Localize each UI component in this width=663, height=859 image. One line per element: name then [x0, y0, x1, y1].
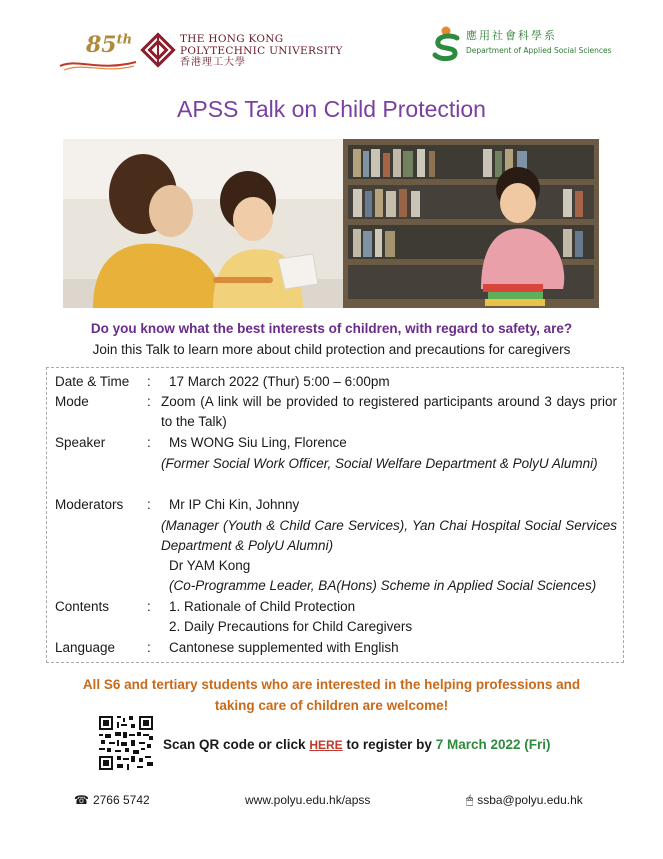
mouse-icon: 🖱 [466, 793, 474, 807]
phone-icon: ☎ [74, 793, 89, 807]
register-middle: to register by [342, 737, 436, 752]
moderator1-name: Mr IP Chi Kin, Johnny [169, 497, 300, 512]
speaker-name: Ms WONG Siu Ling, Florence [169, 435, 347, 450]
moderator2-title: (Co-Programme Leader, BA(Hons) Scheme in Applied Social Sciences) [169, 578, 597, 593]
register-line [163, 737, 550, 752]
swirl-ornament [58, 56, 138, 72]
speaker-label: Speaker [55, 435, 106, 450]
polyu-knot-icon [140, 32, 176, 68]
register-prefix: Scan QR code or click [163, 737, 310, 752]
colon: : [147, 640, 151, 655]
date-value: 17 March 2022 (Thur) 5:00 – 6:00pm [169, 374, 390, 389]
welcome-text [0, 674, 663, 716]
register-deadline: 7 March 2022 (Fri) [435, 737, 551, 752]
date-label: Date & Time [55, 374, 130, 389]
colon: : [147, 599, 151, 614]
footer-email[interactable] [466, 793, 583, 808]
speaker-title: (Former Social Work Officer, Social Welfare Department & PolyU Alumni) [161, 456, 598, 471]
intro-text: Join this Talk to learn more about child protection and precautions for caregivers [92, 342, 571, 357]
qr-code[interactable] [99, 716, 153, 770]
colon: : [147, 394, 151, 409]
moderator1-title: (Manager (Youth & Child Care Services), Yan Chai Hospital Social Services Department & PolyU Alumni) [161, 518, 617, 553]
dept-name-cn: 應用社會科學系 [466, 29, 557, 42]
contents-label: Contents [55, 599, 110, 614]
apss-logo [430, 22, 620, 66]
apss-s-icon [430, 24, 462, 62]
page-title: APSS Talk on Child Protection [177, 96, 486, 122]
language-label: Language [55, 640, 116, 655]
contents-item-2: 2. Daily Precautions for Child Caregivers [169, 619, 413, 634]
university-name: THE HONG KONG POLYTECHNIC UNIVERSITY 香港理工大學 [180, 33, 343, 68]
welcome-line-1: All S6 and tertiary students who are interested in the helping professions and [82, 677, 581, 692]
anniversary-mark: 85th [86, 32, 133, 58]
phone-number: 2766 5742 [92, 793, 150, 807]
banner-photo [63, 139, 599, 308]
register-link[interactable]: HERE [309, 738, 343, 752]
colon: : [147, 435, 151, 450]
moderator2-name: Dr YAM Kong [169, 558, 251, 573]
colon: : [147, 497, 151, 512]
colon: : [147, 374, 151, 389]
contents-item-1: 1. Rationale of Child Protection [169, 599, 356, 614]
moderators-label: Moderators [55, 497, 124, 512]
welcome-line-2: taking care of children are welcome! [214, 698, 449, 713]
question-text: Do you know what the best interests of children, with regard to safety, are? [90, 321, 573, 336]
polyu-logo [58, 28, 348, 80]
language-value: Cantonese supplemented with English [169, 640, 399, 655]
event-details [46, 367, 624, 663]
mode-label: Mode [55, 394, 89, 409]
dept-name-en: Department of Applied Social Sciences [466, 46, 612, 55]
footer-phone [74, 793, 150, 807]
footer-website[interactable]: www.polyu.edu.hk/apss [245, 793, 371, 807]
mode-value: Zoom (A link will be provided to registered participants around 3 days prior to the Talk) [161, 394, 617, 429]
email-address: ssba@polyu.edu.hk [477, 793, 583, 807]
